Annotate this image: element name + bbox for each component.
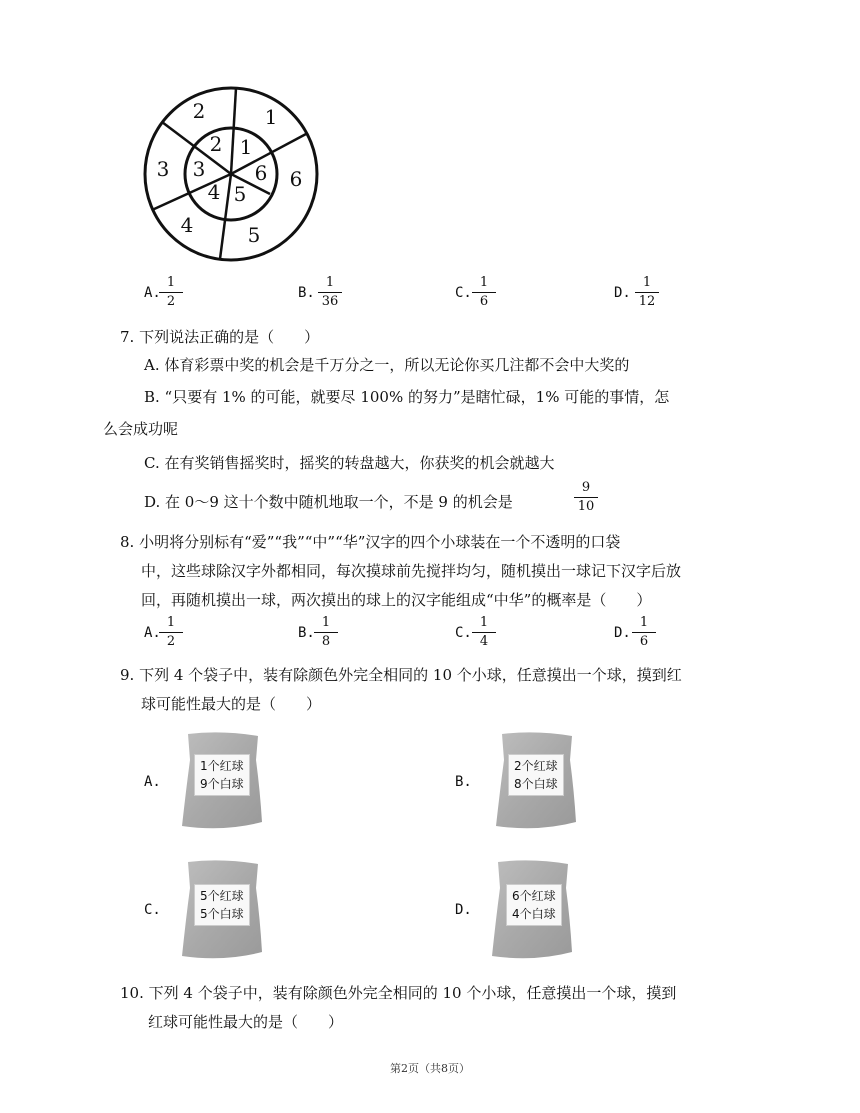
spinner-outer-4: 4 (180, 213, 194, 237)
q9-bag-c-letter: C. (144, 902, 161, 918)
bag-b-red: 2个红球 (514, 759, 558, 773)
q9-bag-d (490, 858, 574, 960)
bag-b-label (508, 754, 564, 796)
q7-option-b-line1: B. “只要有 1% 的可能，就要尽 100% 的努力”是瞎忙碌，1% 可能的事情，怎 (144, 388, 670, 406)
spinner-inner-3: 3 (192, 157, 206, 181)
q7-option-a: A. 体育彩票中奖的机会是千万分之一，所以无论你买几注都不会中大奖的 (144, 356, 630, 374)
bag-c-red: 5个红球 (200, 889, 244, 903)
spinner-inner-2: 2 (209, 132, 223, 156)
spinner-inner-5: 5 (233, 182, 247, 206)
q6-option-b-fraction: $\frac{1}{36}$ (318, 276, 342, 309)
q9-bag-d-letter: D. (455, 902, 472, 918)
q8-option-a-fraction: $\frac{1}{2}$ (159, 616, 183, 649)
bag-d-white: 4个白球 (512, 907, 556, 921)
q10-line2: 红球可能性最大的是（ ） (148, 1013, 344, 1031)
spinner-outer-3: 3 (156, 157, 170, 181)
spinner-outer-5: 5 (247, 223, 261, 247)
q9-bag-b-letter: B. (455, 774, 472, 790)
q6-option-c-letter: C. (455, 285, 472, 301)
q8-option-d-fraction: $\frac{1}{6}$ (632, 616, 656, 649)
q8-line2: 中，这些球除汉字外都相同，每次摸球前先搅拌均匀，随机摸出一球记下汉字后放 (141, 562, 682, 580)
bag-d-red: 6个红球 (512, 889, 556, 903)
bag-b-white: 8个白球 (514, 777, 558, 791)
spinner-inner-6: 6 (254, 161, 268, 185)
bag-a-white: 9个白球 (200, 777, 244, 791)
spinner-inner-1: 1 (239, 135, 253, 159)
q6-option-a-letter: A. (144, 285, 161, 301)
bag-c-label (194, 884, 250, 926)
q9-bag-a-letter: A. (144, 774, 161, 790)
q7-option-c: C. 在有奖销售摇奖时，摇奖的转盘越大，你获奖的机会就越大 (144, 454, 555, 472)
q7-option-d-fraction: $\frac{9}{10}$ (574, 481, 598, 514)
bag-c-white: 5个白球 (200, 907, 244, 921)
q8-option-b-letter: B. (298, 625, 315, 641)
q9-bag-b (494, 730, 578, 830)
bag-d-label (506, 884, 562, 926)
q8-option-a-letter: A. (144, 625, 161, 641)
spinner-outer-1: 1 (264, 105, 278, 129)
q8-option-c-letter: C. (455, 625, 472, 641)
q6-option-b-letter: B. (298, 285, 315, 301)
q8-line1: 8. 小明将分别标有“爱”“我”“中”“华”汉字的四个小球装在一个不透明的口袋 (120, 533, 621, 551)
q8-option-c-fraction: $\frac{1}{4}$ (472, 616, 496, 649)
q8-line3: 回，再随机摸出一球，两次摸出的球上的汉字能组成“中华”的概率是（ ） (141, 591, 652, 609)
bag-a-red: 1个红球 (200, 759, 244, 773)
q9-line2: 球可能性最大的是（ ） (141, 695, 322, 713)
q7-option-b-line2: 么会成功呢 (103, 420, 179, 438)
q9-line1: 9. 下列 4 个袋子中，装有除颜色外完全相同的 10 个小球，任意摸出一个球，摸到红 (120, 666, 682, 684)
q7-option-d: D. 在 0～9 这十个数中随机地取一个，不是 9 的机会是 (144, 493, 513, 511)
q9-bag-a (180, 730, 264, 830)
q6-option-d-fraction: $\frac{1}{12}$ (635, 276, 659, 309)
q8-option-b-fraction: $\frac{1}{8}$ (314, 616, 338, 649)
q7-stem: 7. 下列说法正确的是（ ） (120, 328, 320, 346)
bag-a-label (194, 754, 250, 796)
q6-option-d-letter: D. (614, 285, 631, 301)
q8-option-d-letter: D. (614, 625, 631, 641)
q6-option-a-fraction: $\frac{1}{2}$ (159, 276, 183, 309)
q10-line1: 10. 下列 4 个袋子中，装有除颜色外完全相同的 10 个小球，任意摸出一个球，摸到 (120, 984, 677, 1002)
q6-option-c-fraction: $\frac{1}{6}$ (472, 276, 496, 309)
q9-bag-c (180, 858, 264, 960)
spinner-outer-2: 2 (192, 99, 206, 123)
spinner-outer-6: 6 (289, 167, 303, 191)
spinner-inner-4: 4 (207, 180, 221, 204)
spinner-figure (140, 84, 322, 264)
page-footer: 第2页（共8页） (390, 1062, 470, 1075)
